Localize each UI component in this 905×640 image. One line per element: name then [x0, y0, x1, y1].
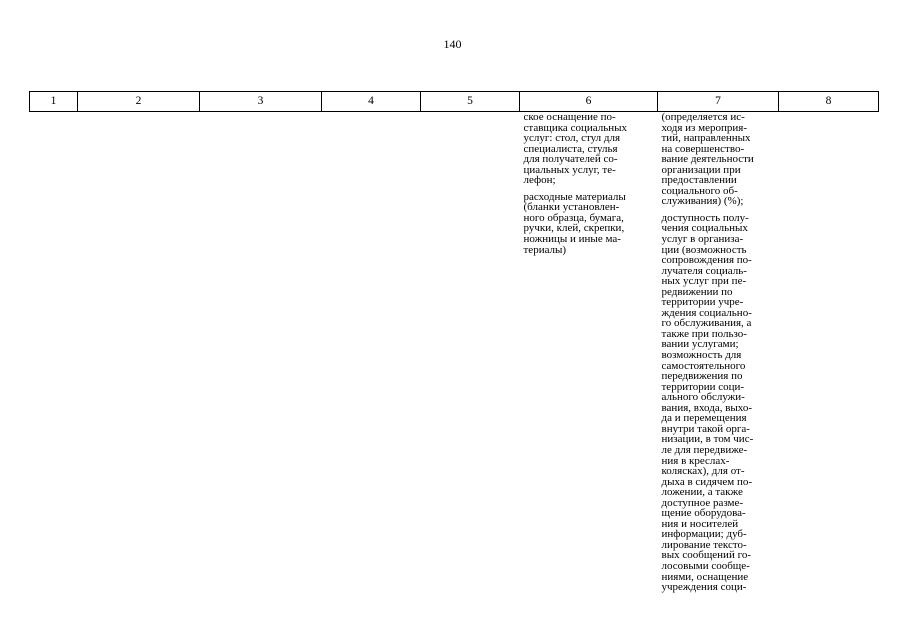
- text-line: дыха в сидячем по-: [661, 475, 753, 488]
- text-line: ниями, оснащение: [661, 570, 749, 583]
- cell-col-5: [421, 112, 520, 593]
- text-line: ходя из мероприя-: [661, 121, 747, 134]
- text-line: предоставлении: [661, 174, 737, 187]
- text-line: учреждения соци-: [661, 581, 747, 594]
- column-header-4: 4: [322, 92, 421, 112]
- text-line: вании услугами;: [661, 338, 739, 351]
- text-line: ждения социально-: [661, 306, 752, 319]
- text-line: на совершенство-: [661, 142, 745, 155]
- text-line: территории соци-: [661, 380, 745, 393]
- paragraph: [524, 112, 658, 186]
- text-line: териалы): [523, 243, 567, 256]
- text-line: вание деятельности: [661, 153, 754, 166]
- cell-col-3: [200, 112, 322, 593]
- text-line: ния и носителей: [661, 517, 739, 530]
- text-line: специалиста, стулья: [523, 142, 618, 155]
- text-line: возможность для: [661, 349, 742, 362]
- column-header-5: 5: [421, 92, 520, 112]
- text-line: лефон;: [523, 174, 556, 187]
- text-line: ле для передвиже-: [661, 443, 748, 456]
- text-line: ции (возможность: [661, 243, 747, 256]
- page-number: 140: [443, 37, 462, 51]
- paragraph: [662, 213, 779, 593]
- text-line: вых сообщений го-: [661, 549, 751, 562]
- text-line: организации при: [661, 163, 741, 176]
- text-line: услуг в организа-: [661, 233, 744, 246]
- column-header-8: 8: [779, 92, 879, 112]
- text-line: редвижении по: [661, 285, 733, 298]
- text-line: ручки, клей, скрепки,: [523, 222, 625, 235]
- column-header-2: 2: [78, 92, 200, 112]
- document-table: [29, 91, 879, 593]
- text-line: лучателя социаль-: [661, 264, 747, 277]
- text-line: доступное разме-: [661, 496, 744, 509]
- text-line: служивания) (%);: [661, 195, 744, 208]
- cell-col-2: [78, 112, 200, 593]
- text-line: ального обслужи-: [661, 391, 745, 404]
- text-line: услуг: стол, стул для: [523, 132, 621, 145]
- text-line: тий, направленных: [661, 132, 751, 145]
- paragraph: [662, 112, 779, 207]
- text-line: (бланки установлен-: [523, 201, 620, 214]
- column-header-6: 6: [520, 92, 658, 112]
- text-line: лирование тексто-: [661, 538, 747, 551]
- text-line: ных услуг при пе-: [661, 275, 747, 288]
- text-line: лосовыми сообще-: [661, 559, 750, 572]
- text-line: да и перемещения: [661, 412, 747, 425]
- cell-col-7: [658, 112, 779, 593]
- text-line: сопровождения по-: [661, 254, 752, 267]
- text-line: колясках), для от-: [661, 465, 745, 478]
- text-line: социального об-: [661, 184, 738, 197]
- text-line: ножницы и иные ма-: [523, 233, 621, 246]
- text-line: для получателей со-: [523, 153, 618, 166]
- table-row: [30, 112, 879, 593]
- text-line: доступность полу-: [661, 211, 749, 224]
- paragraph: [524, 192, 658, 255]
- column-header-3: 3: [200, 92, 322, 112]
- column-header-1: 1: [30, 92, 78, 112]
- column-7-text: [658, 112, 779, 593]
- text-line: ское оснащение по-: [523, 111, 616, 123]
- text-line: щение оборудова-: [661, 507, 746, 520]
- column-6-text: [520, 112, 658, 255]
- text-line: информации; дуб-: [661, 528, 747, 541]
- column-header-7: 7: [658, 92, 779, 112]
- cell-col-8: [779, 112, 879, 593]
- text-line: ставщика социальных: [523, 121, 627, 134]
- text-line: (определяется ис-: [661, 111, 745, 123]
- text-line: самостоятельного: [661, 359, 746, 372]
- text-line: циальных услуг, те-: [523, 163, 616, 176]
- text-line: внутри такой орга-: [661, 422, 750, 435]
- text-line: также при пользо-: [661, 327, 747, 340]
- text-line: ного образца, бумага,: [523, 211, 624, 224]
- text-line: го обслуживания, а: [661, 317, 752, 330]
- text-line: вания, входа, выхо-: [661, 401, 753, 414]
- cell-col-6: [520, 112, 658, 593]
- cell-col-4: [322, 112, 421, 593]
- text-line: ложении, а также: [661, 486, 743, 499]
- header-row: [30, 92, 879, 112]
- cell-col-1: [30, 112, 78, 593]
- text-line: расходные материалы: [523, 190, 626, 203]
- text-line: ния в креслах-: [661, 454, 730, 467]
- text-line: территории учре-: [661, 296, 744, 309]
- text-line: чения социальных: [661, 222, 748, 235]
- text-line: передвижения по: [661, 370, 743, 383]
- text-line: низации, в том чис-: [661, 433, 754, 446]
